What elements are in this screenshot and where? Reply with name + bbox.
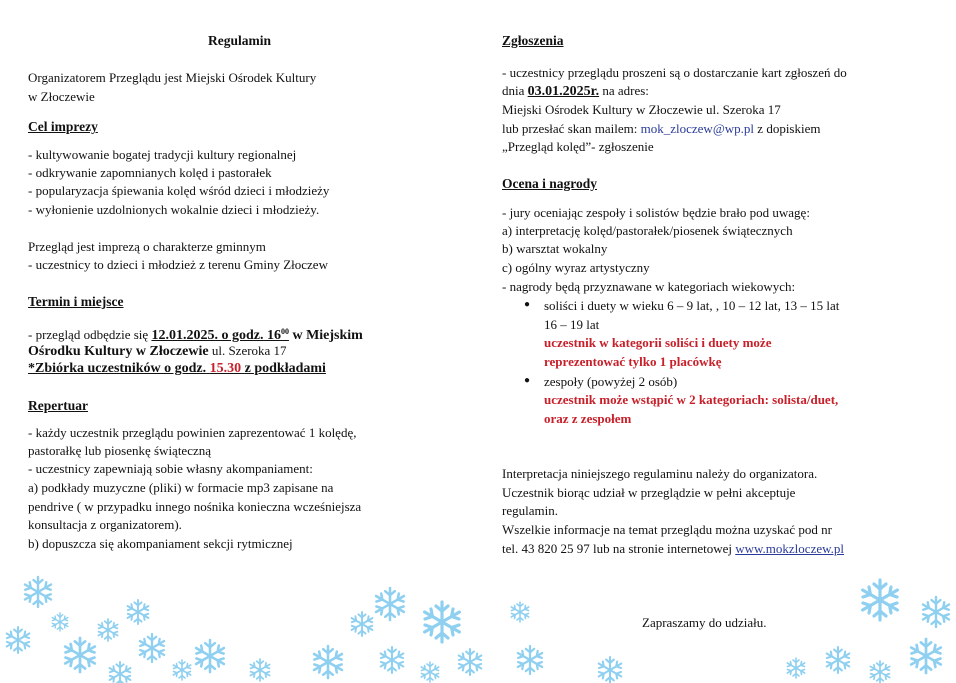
repertoire-line: - uczestnicy zapewniają sobie własny akompaniament: bbox=[28, 461, 313, 476]
organizer-line-2: w Złoczewie bbox=[28, 89, 95, 104]
repertoire-line: b) dopuszcza się akompaniament sekcji rytmicznej bbox=[28, 536, 293, 551]
organizer-line-1: Organizatorem Przeglądu jest Miejski Ośrodek Kultury bbox=[28, 70, 317, 85]
scope-note: Przegląd jest imprezą o charakterze gminnym bbox=[28, 239, 266, 254]
venue-name: Ośrodku Kultury w Złoczewie bbox=[28, 344, 209, 359]
evaluation-line: b) warsztat wokalny bbox=[502, 241, 608, 256]
goal-item: - popularyzacja śpiewania kolęd wśród dzieci i młodzieży bbox=[28, 183, 330, 198]
footer-line: Wszelkie informacje na temat przeglądu można uzyskać pod nr bbox=[502, 522, 832, 537]
event-date-line: - przegląd odbędzie się 12.01.2025. o godz. $16^{00}$ w Miejskim bbox=[28, 327, 363, 343]
goal-heading: Cel imprezy bbox=[28, 119, 98, 134]
goal-item: - wyłonienie uzdolnionych wokalnie dzieci i młodzieży. bbox=[28, 202, 320, 217]
deadline-date: 03.01.2025r. bbox=[527, 84, 600, 99]
applications-line: - uczestnicy przeglądu proszeni są o dostarczanie kart zgłoszeń do bbox=[502, 65, 847, 80]
evaluation-line: c) ogólny wyraz artystyczny bbox=[502, 260, 650, 275]
repertoire-line: - każdy uczestnik przeglądu powinien zaprezentować 1 kolędę, bbox=[28, 425, 357, 440]
participants-note: - uczestnicy to dzieci i młodzież z terenu Gminy Złoczew bbox=[28, 257, 328, 272]
address-line: Miejski Ośrodek Kultury w Złoczewie ul. Szeroka 17 bbox=[502, 102, 781, 117]
evaluation-heading: Ocena i nagrody bbox=[502, 176, 598, 191]
footer-line: Interpretacja niniejszego regulaminu należy do organizatora. bbox=[502, 466, 818, 481]
goal-item: - kultywowanie bogatej tradycji kultury regionalnej bbox=[28, 147, 297, 162]
ensemble-line: zespoły (powyżej 2 osób) bbox=[544, 374, 678, 389]
repertoire-heading: Repertuar bbox=[28, 398, 88, 413]
repertoire-line: pastorałkę lub piosenkę świąteczną bbox=[28, 443, 212, 458]
repertoire-line: a) podkłady muzyczne (pliki) w formacie mp3 zapisane na bbox=[28, 480, 334, 495]
subject-line: „Przegląd kolęd”- zgłoszenie bbox=[502, 139, 654, 154]
time-place-heading: Termin i miejsce bbox=[28, 294, 124, 309]
evaluation-line: a) interpretację kolęd/pastorałek/piosenek świątecznych bbox=[502, 223, 793, 238]
contact-line: tel. 43 820 25 97 lub na stronie internetowej www.mokzloczew.pl bbox=[502, 541, 845, 556]
event-date: 12.01.2025. o godz. $16^{00}$ bbox=[151, 327, 289, 343]
soloist-rule: reprezentować tylko 1 placówkę bbox=[544, 354, 722, 369]
age-categories-line: 16 – 19 lat bbox=[544, 317, 600, 332]
goal-item: - odkrywanie zapomnianych kolęd i pastorałek bbox=[28, 165, 272, 180]
gathering-time: 15.30 bbox=[209, 361, 242, 376]
deadline-line: dnia 03.01.2025r. na adres: bbox=[502, 83, 649, 99]
snowflakes-left bbox=[7, 577, 270, 683]
regulations-title: Regulamin bbox=[208, 33, 272, 48]
website-link[interactable]: www.mokzloczew.pl bbox=[735, 541, 845, 556]
invitation-text: Zapraszamy do udziału. bbox=[642, 615, 767, 630]
evaluation-line: - jury oceniając zespoły i solistów będzie brało pod uwagę: bbox=[502, 205, 810, 220]
email-link[interactable]: mok_zloczew@wp.pl bbox=[640, 121, 755, 136]
soloist-rule: uczestnik w kategorii soliści i duety może bbox=[544, 335, 772, 350]
ensemble-rule: oraz z zespołem bbox=[544, 411, 632, 426]
ensemble-rule: uczestnik może wstąpić w 2 kategoriach: solista/duet, bbox=[544, 392, 839, 407]
venue-line: Ośrodku Kultury w Złoczewie ul. Szeroka 17 bbox=[28, 343, 287, 359]
snowflakes-middle bbox=[314, 588, 621, 683]
repertoire-line: konsultacja z organizatorem). bbox=[28, 517, 182, 532]
bullet-icon: ● bbox=[524, 375, 531, 386]
gathering-line: *Zbiórka uczestników o godz. 15.30 z podkładami bbox=[28, 361, 326, 376]
repertoire-line: pendrive ( w przypadku innego nośnika konieczna wcześniejsza bbox=[28, 499, 362, 514]
applications-heading: Zgłoszenia bbox=[502, 33, 564, 48]
footer-line: Uczestnik biorąc udział w przeglądzie w pełni akceptuje bbox=[502, 485, 796, 500]
bullet-icon: ● bbox=[524, 299, 531, 310]
snowflakes-right bbox=[787, 580, 949, 683]
footer-line: regulamin. bbox=[502, 503, 558, 518]
email-line: lub przesłać skan mailem: mok_zloczew@wp.pl z dopiskiem bbox=[502, 121, 821, 136]
age-categories-line: soliści i duety w wieku 6 – 9 lat, , 10 – 12 lat, 13 – 15 lat bbox=[544, 298, 840, 313]
evaluation-line: - nagrody będą przyznawane w kategoriach wiekowych: bbox=[502, 279, 796, 294]
